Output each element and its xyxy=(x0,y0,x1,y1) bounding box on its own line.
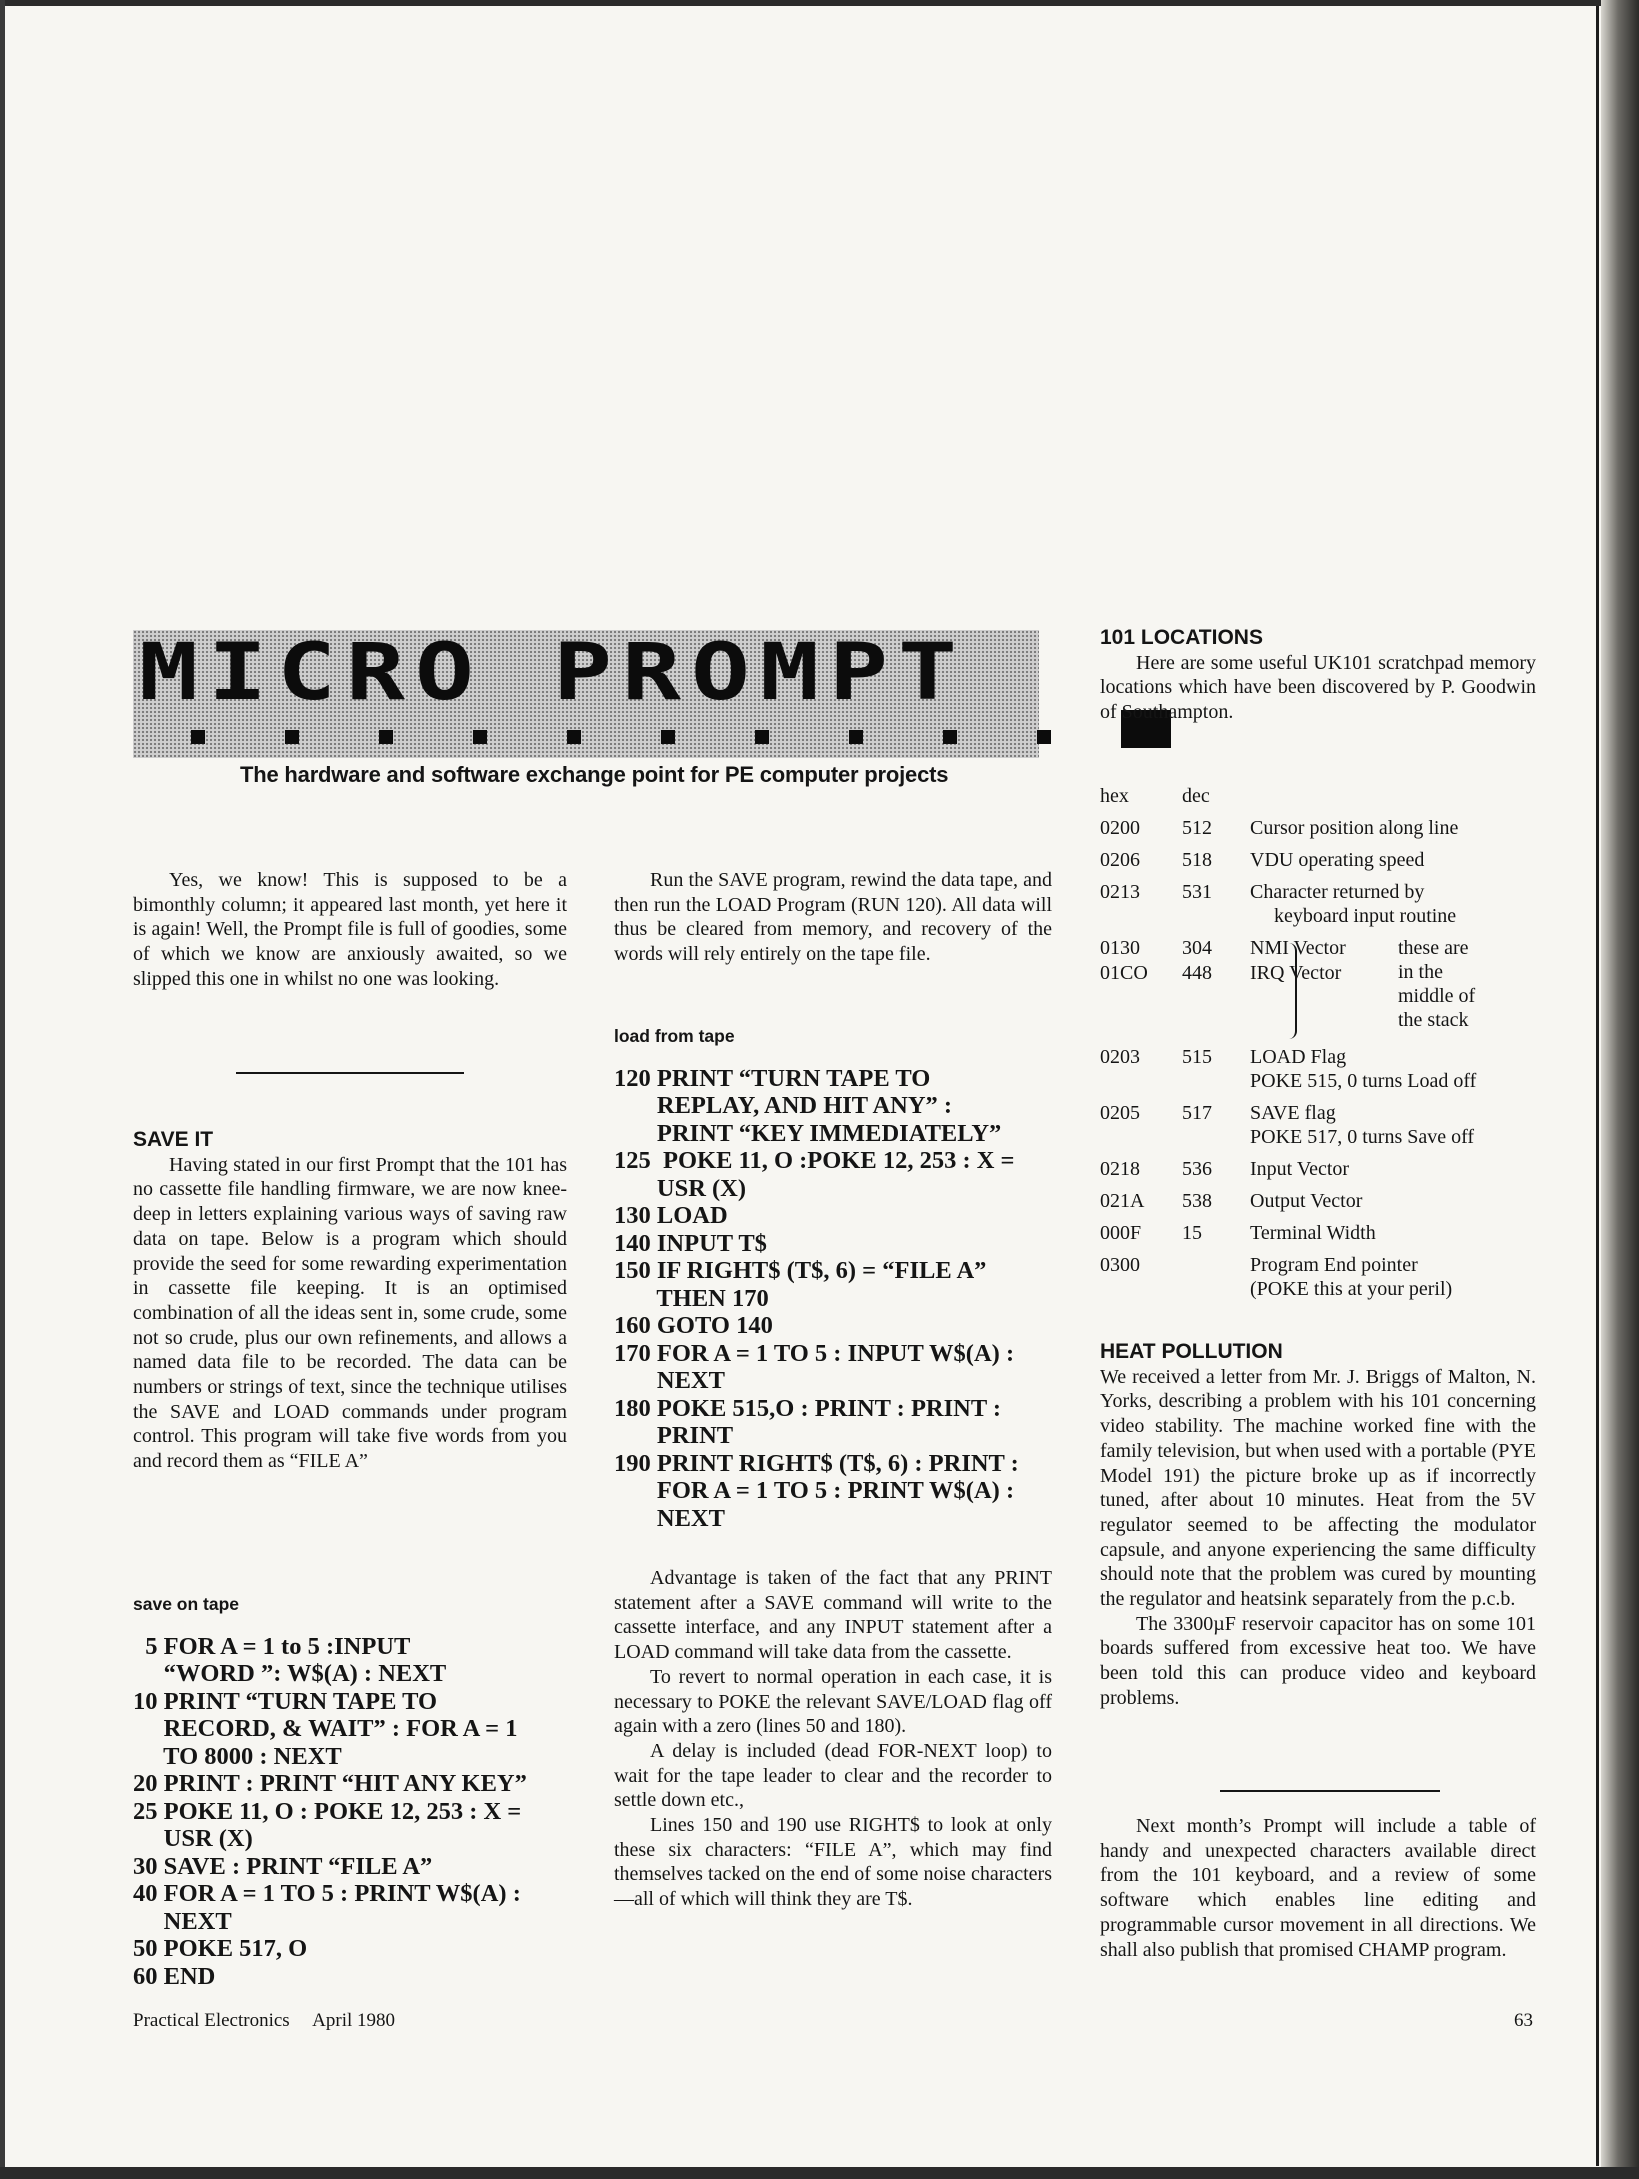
heat-paragraph: We received a letter from Mr. J. Briggs of Malton, N. Yorks, describing a problem with his 101 concerning video stability. The machine worked fine with the family television, but when used with a portable (PYE Model 191) the picture broke up as if incorrectly tuned, after about 10 minutes. Heat from the 5V regulator seemed to be affecting the modulator capsule, and anyone experiencing the same difficulty should note that the problem was cured by mounting the regulator and heatsink separately from the p.c.b. xyxy=(1100,1365,1536,1611)
hex-cell: 0203 xyxy=(1100,1046,1140,1068)
banner-dot xyxy=(191,730,205,744)
banner-dot xyxy=(849,730,863,744)
code-line: 130 LOAD xyxy=(614,1202,728,1230)
code-line: 140 INPUT T$ xyxy=(614,1229,767,1257)
hex-cell: 000F xyxy=(1100,1222,1142,1244)
hex-cell: 0300 xyxy=(1100,1254,1140,1276)
code-line: 20 PRINT : PRINT “HIT ANY KEY” xyxy=(133,1770,527,1798)
description-line: Character returned by xyxy=(1250,881,1425,903)
explanation-paragraph: A delay is included (dead FOR-NEXT loop) to wait for the tape leader to clear and the recorder to settle down etc., xyxy=(614,1739,1052,1812)
code-line: 50 POKE 517, O xyxy=(133,1935,308,1963)
save-it-section xyxy=(133,1128,567,1474)
banner-dot xyxy=(943,730,957,744)
description-line: SAVE flag xyxy=(1250,1102,1336,1124)
dec-cell: 512 xyxy=(1182,817,1212,839)
code-line: FOR A = 1 TO 5 : PRINT W$(A) : xyxy=(614,1477,1015,1505)
locations-intro: Here are some useful UK101 scratchpad memory locations which have been discovered by P. Goodwin of Southampton. xyxy=(1100,651,1536,724)
code-line: 160 GOTO 140 xyxy=(614,1312,773,1340)
code-line: 120 PRINT “TURN TAPE TO xyxy=(614,1064,931,1092)
brace-note-line: the stack xyxy=(1398,1009,1469,1031)
save-it-heading: SAVE IT xyxy=(133,1128,214,1151)
column-header-dec: dec xyxy=(1182,785,1210,807)
column-header-hex: hex xyxy=(1100,785,1129,807)
description-line: (POKE this at your peril) xyxy=(1250,1278,1453,1300)
page-edge-left xyxy=(0,0,5,2179)
code-line: 5 FOR A = 1 to 5 :INPUT xyxy=(133,1632,411,1660)
code-line: USR (X) xyxy=(133,1825,253,1853)
description-cell xyxy=(1250,1253,1590,1301)
dec-cell: 517 xyxy=(1182,1102,1212,1124)
table-row xyxy=(1100,1253,1520,1309)
load-from-tape-listing xyxy=(614,1065,1064,1533)
run-paragraph-block xyxy=(614,868,1052,967)
column-banner xyxy=(133,626,1039,758)
code-line: THEN 170 xyxy=(614,1284,769,1312)
code-line: 30 SAVE : PRINT “FILE A” xyxy=(133,1852,433,1880)
hex-cell: 0213 xyxy=(1100,881,1140,903)
intro-paragraph: Yes, we know! This is supposed to be a bimonthly column; it appeared last month, yet here it is again! Well, the Prompt file is full of goodies, some of which we know are anxiously awaited, so we slipped this one in whilst no one was looking. xyxy=(133,869,567,990)
issue-date: April 1980 xyxy=(312,2010,395,2031)
dec-cell: 304 xyxy=(1182,937,1212,959)
code-line: PRINT “KEY IMMEDIATELY” xyxy=(614,1119,1002,1147)
hex-cell: 0130 xyxy=(1100,937,1140,959)
heat-paragraph: The 3300µF reservoir capacitor has on some 101 boards suffered from excessive heat too. We have been told this can produce video and keyboard problems. xyxy=(1100,1612,1536,1709)
description-cell: Output Vector xyxy=(1250,1190,1363,1212)
description-cell: Cursor position along line xyxy=(1250,817,1459,839)
description-cell: Input Vector xyxy=(1250,1158,1350,1180)
explanation-paragraph: Lines 150 and 190 use RIGHT$ to look at only these six characters: “FILE A”, which may find themselves tacked on the end of some noise characters—all of which will think they are T$. xyxy=(614,1814,1052,1911)
hex-cell: 0218 xyxy=(1100,1158,1140,1180)
code-line: 40 FOR A = 1 TO 5 : PRINT W$(A) : xyxy=(133,1880,521,1908)
brace-note-line: these are xyxy=(1398,937,1469,959)
page-edge-rule xyxy=(1596,6,1599,2166)
banner-title: MICRO PROMPT xyxy=(139,626,968,718)
table-row xyxy=(1100,1101,1520,1157)
locations-section xyxy=(1100,626,1536,725)
description-cell: NMI Vector xyxy=(1250,937,1346,959)
banner-dot xyxy=(567,730,581,744)
dec-cell: 448 xyxy=(1182,962,1212,984)
next-month-paragraph: Next month’s Prompt will include a table of handy and unexpected characters available direct from the 101 keyboard, and a review of some software which enables line editing and programmable cursor movement in all directions. We shall also publish that promised CHAMP program. xyxy=(1100,1815,1536,1961)
run-paragraph: Run the SAVE program, rewind the data tape, and then run the LOAD Program (RUN 120). All data will thus be cleared from memory, and recovery of the words will rely entirely on the tape file. xyxy=(614,869,1052,966)
load-from-tape-heading: load from tape xyxy=(614,1026,735,1046)
table-brace xyxy=(1285,943,1297,1039)
hex-cell: 021A xyxy=(1100,1190,1145,1212)
table-header-row xyxy=(1100,784,1520,816)
banner-dot xyxy=(755,730,769,744)
table-row xyxy=(1100,1221,1520,1253)
footer-publication-line xyxy=(133,2010,395,2032)
description-cell xyxy=(1250,1101,1590,1149)
description-cell xyxy=(1250,880,1590,928)
save-it-paragraph: Having stated in our first Prompt that the 101 has no cassette file handling firmware, we are now knee-deep in letters explaining various ways of saving raw data on tape. Below is a program which should provide the seed for some rewarding experimentation in cassette file keeping. It is an optimised combination of all the ideas sent in, some crude, some not so crude, plus our own refinements, and allows a named data file to be recorded. The data can be numbers or strings of text, since the technique utilises the SAVE and LOAD commands under program control. This program will take five words from you and record them as “FILE A” xyxy=(133,1153,567,1473)
brace-note-line: middle of xyxy=(1398,985,1476,1007)
dec-cell: 515 xyxy=(1182,1046,1212,1068)
brace-note-line: in the xyxy=(1398,961,1443,983)
code-line: TO 8000 : NEXT xyxy=(133,1742,342,1770)
hex-cell: 01CO xyxy=(1100,962,1148,984)
load-from-tape-section xyxy=(614,1024,1064,1532)
table-row xyxy=(1100,816,1520,848)
code-line: 60 END xyxy=(133,1962,216,1990)
save-on-tape-listing xyxy=(133,1633,583,1991)
page-number: 63 xyxy=(1514,2010,1533,2031)
table-row xyxy=(1100,848,1520,880)
locations-table xyxy=(1100,784,1520,1309)
banner-tagline: The hardware and software exchange point for PE computer projects xyxy=(240,762,949,787)
description-cell: IRQ Vector xyxy=(1250,962,1342,984)
page-edge-right xyxy=(1601,0,1639,2179)
description-line: LOAD Flag xyxy=(1250,1046,1347,1068)
table-row xyxy=(1100,1045,1520,1101)
banner-dot xyxy=(661,730,675,744)
code-line: 190 PRINT RIGHT$ (T$, 6) : PRINT : xyxy=(614,1449,1019,1477)
hex-cell: 0206 xyxy=(1100,849,1140,871)
code-line: “WORD ”: W$(A) : NEXT xyxy=(133,1660,447,1688)
table-row xyxy=(1100,880,1520,936)
explanation-paragraph: To revert to normal operation in each case, it is necessary to POKE the relevant SAVE/LOAD flag off again with a zero (lines 50 and 180). xyxy=(614,1665,1052,1738)
explanation-block xyxy=(614,1566,1052,1912)
dec-cell: 538 xyxy=(1182,1190,1212,1212)
hex-cell: 0200 xyxy=(1100,817,1140,839)
next-month-section xyxy=(1100,1814,1536,1962)
banner-dot xyxy=(379,730,393,744)
description-line: POKE 517, 0 turns Save off xyxy=(1250,1126,1475,1148)
code-line: NEXT xyxy=(614,1367,725,1395)
banner-dot-row xyxy=(191,730,1051,746)
table-row xyxy=(1100,1157,1520,1189)
save-on-tape-heading: save on tape xyxy=(133,1594,240,1614)
banner-dot xyxy=(285,730,299,744)
code-line: RECORD, & WAIT” : FOR A = 1 xyxy=(133,1715,518,1743)
explanation-paragraph: Advantage is taken of the fact that any PRINT statement after a SAVE command will write to the cassette interface, and any INPUT statement after a LOAD command will take data from the cassette. xyxy=(614,1567,1052,1664)
dec-cell: 531 xyxy=(1182,881,1212,903)
locations-heading: 101 LOCATIONS xyxy=(1100,626,1263,649)
table-row xyxy=(1100,961,1520,1045)
description-line: keyboard input routine xyxy=(1274,905,1457,927)
dec-cell: 15 xyxy=(1182,1222,1202,1244)
section-divider xyxy=(1220,1790,1440,1792)
dec-cell: 536 xyxy=(1182,1158,1212,1180)
code-line: 150 IF RIGHT$ (T$, 6) = “FILE A” xyxy=(614,1257,987,1285)
heat-pollution-section xyxy=(1100,1340,1536,1711)
heat-pollution-heading: HEAT POLLUTION xyxy=(1100,1340,1283,1363)
intro-paragraph-block xyxy=(133,868,567,992)
table-row xyxy=(1100,1189,1520,1221)
code-line: 10 PRINT “TURN TAPE TO xyxy=(133,1687,438,1715)
description-cell xyxy=(1250,1045,1590,1093)
code-line: 25 POKE 11, O : POKE 12, 253 : X = xyxy=(133,1797,522,1825)
page-edge-top xyxy=(0,0,1639,6)
banner-dot xyxy=(1037,730,1051,744)
description-line: Program End pointer xyxy=(1250,1254,1418,1276)
code-line: 170 FOR A = 1 TO 5 : INPUT W$(A) : xyxy=(614,1339,1015,1367)
code-line: NEXT xyxy=(614,1504,725,1532)
dec-cell: 518 xyxy=(1182,849,1212,871)
save-on-tape-section xyxy=(133,1592,583,1990)
hex-cell: 0205 xyxy=(1100,1102,1140,1124)
description-line: POKE 515, 0 turns Load off xyxy=(1250,1070,1477,1092)
banner-dot xyxy=(473,730,487,744)
description-cell: VDU operating speed xyxy=(1250,849,1425,871)
code-line: REPLAY, AND HIT ANY” : xyxy=(614,1092,953,1120)
code-line: 180 POKE 515,O : PRINT : PRINT : xyxy=(614,1394,1002,1422)
code-line: PRINT xyxy=(614,1422,734,1450)
description-cell: Terminal Width xyxy=(1250,1222,1376,1244)
code-line: NEXT xyxy=(133,1907,232,1935)
code-line: 125 POKE 11, O :POKE 12, 253 : X = xyxy=(614,1147,1015,1175)
section-divider xyxy=(236,1072,464,1074)
page-edge-bottom xyxy=(0,2167,1639,2179)
code-line: USR (X) xyxy=(614,1174,747,1202)
publication-name: Practical Electronics xyxy=(133,2010,290,2031)
